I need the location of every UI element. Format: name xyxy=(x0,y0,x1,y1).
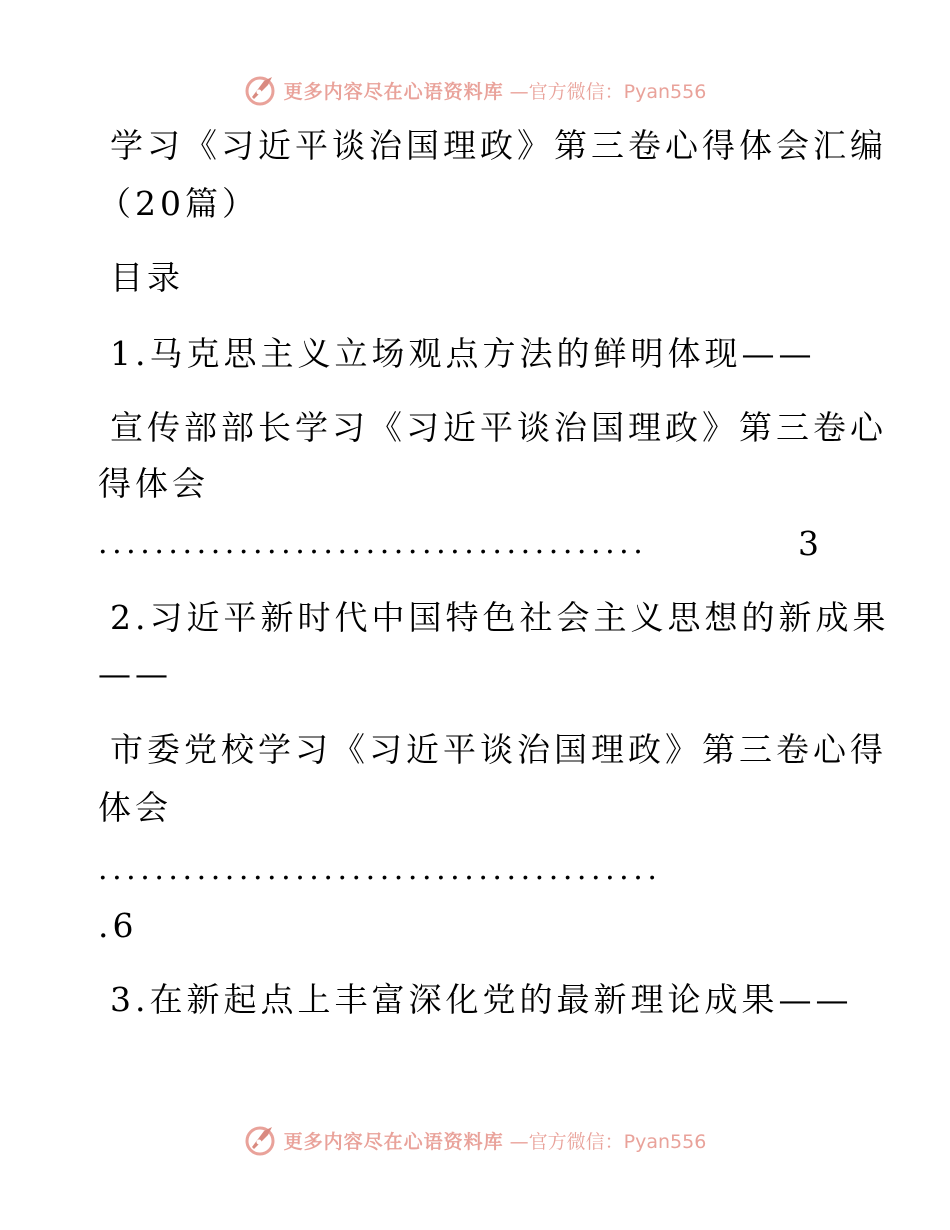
toc-entry-1-line3[interactable]: 得体会 xyxy=(98,464,209,503)
toc-entry-1-line2[interactable]: 宣传部部长学习《习近平谈治国理政》第三卷心 xyxy=(110,408,887,447)
toc-entry-2-page-number: .6 xyxy=(98,906,138,945)
toc-entry-2-leader-dots: ........................................ xyxy=(98,852,662,887)
toc-entry-1-page-number: 3 xyxy=(798,524,823,563)
watermark-suffix: —官方微信：Pyan556 xyxy=(509,1130,707,1153)
toc-entry-2-line3[interactable]: 体会 xyxy=(98,788,172,827)
pen-nib-logo-icon xyxy=(244,1123,278,1157)
watermark-text: 更多内容尽在心语资料库 xyxy=(283,1130,504,1153)
toc-entry-1-leader-dots: ....................................... xyxy=(98,526,648,561)
watermark-text: 更多内容尽在心语资料库 xyxy=(283,80,504,103)
pen-nib-logo-icon xyxy=(244,73,278,107)
toc-entry-2-line1-dash[interactable]: —— xyxy=(98,654,172,693)
header-watermark xyxy=(0,70,950,110)
watermark-suffix: —官方微信：Pyan556 xyxy=(509,80,707,103)
toc-entry-1-line1[interactable]: 1.马克思主义立场观点方法的鲜明体现—— xyxy=(110,334,816,373)
toc-entry-3-line1[interactable]: 3.在新起点上丰富深化党的最新理论成果—— xyxy=(110,980,853,1019)
document-title-line1: 学习《习近平谈治国理政》第三卷心得体会汇编 xyxy=(110,126,887,165)
toc-entry-2-line2[interactable]: 市委党校学习《习近平谈治国理政》第三卷心得 xyxy=(110,730,887,769)
toc-entry-2-line1[interactable]: 2.习近平新时代中国特色社会主义思想的新成果 xyxy=(110,598,890,637)
toc-heading: 目录 xyxy=(110,258,184,297)
footer-watermark xyxy=(0,1120,950,1160)
document-title-line2: （20篇） xyxy=(98,184,259,223)
